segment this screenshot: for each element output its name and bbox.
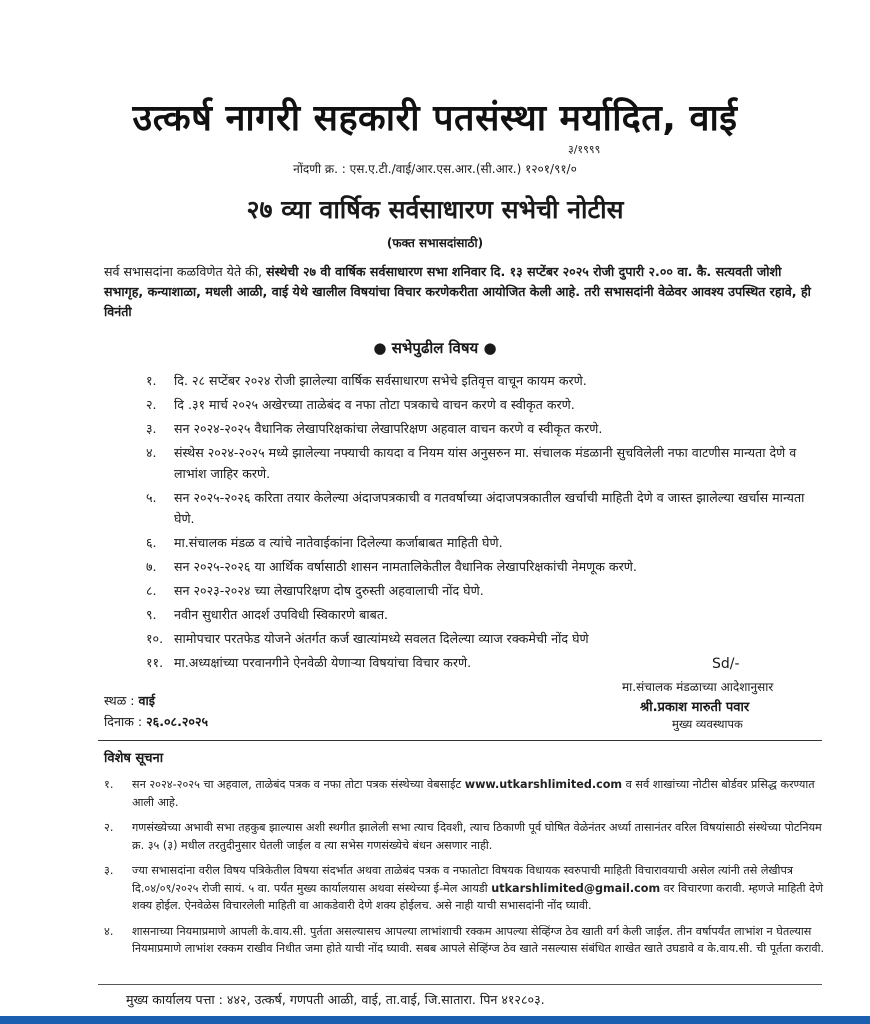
agenda-item-number: १०. [146,631,164,646]
agenda-item [146,532,826,553]
notice-title: २७ व्या वार्षिक सर्वसाधारण सभेची नोटीस [246,195,624,224]
agenda-list [146,370,826,676]
note-item [104,862,830,915]
note-text-part: शासनाच्या नियमाप्रमाणे आपली के.वाय.सी. पुर्तता असल्यासच आपल्या लाभांशाची रक्कम आपल्या सेव्हिंग्ज ठेव खाती वर्ग केली जाईल. तीन वर्षापर्यंत लाभांश न घेतल्यास नियमाप्रमाणे लाभांश रक्कम राखीव निधीत जमा होते याची नोंद घ्यावी. सबब आपले सेव्हिंग्ज ठेव खाते नसल्यास संबंधित शाखेत खाते उघडावे व के.वाय.सी. ची पूर्तता करावी. [132,924,825,955]
agenda-item [146,556,826,577]
website-link[interactable]: www.utkarshlimited.com [464,778,623,791]
agenda-item [146,628,826,649]
note-text-part: सन २०२४-२०२५ चा अहवाल, ताळेबंद पत्रक व नफा तोटा पत्रक संस्थेच्या वेबसाईट [132,778,465,791]
intro-paragraph [104,262,824,322]
agenda-item-number: ९. [146,607,157,622]
note-number: १. [104,778,114,791]
agenda-item [146,370,826,391]
note-text-part: वर विचारणा करावी. म्हणजे माहिती देणे शक्य होईल. ऐनवेळेस विचारलेली माहिती वा आकडेवारी देणे शक्य होईलच. असे नाही याची सभासदांनी नोंद घ्यावी. [132,881,824,912]
intro-text: सर्व सभासदांना कळविणेत येते की, [104,264,267,279]
agenda-item-text: सन २०२५-२०२६ या आर्थिक वर्षासाठी शासन नामतालिकेतील वैधानिक लेखापरिक्षकांची नेमणूक करणे. [174,559,637,574]
agenda-item [146,394,826,415]
footer-divider [98,984,822,985]
registration-number: नोंदणी क्र. : एस.ए.टी./वाई/आर.एस.आर.(सी.आर.) १२०१/९१/० [293,162,577,176]
note-text-part: गणसंख्येच्या अभावी सभा तहकुब झाल्यास अशी स्थगीत झालेली सभा त्याच दिवशी, त्याच ठिकाणी पूर्व घोषित वेळेनंतर अर्ध्या तासानंतर वरिल विषयांसाठी संस्थेच्या पोटनियम क्र. ३५ (३) मधील तरतुदीनुसार घेतली जाईल व त्या सभेस गणसंख्येचे बंधन असणार नाही. [132,821,822,852]
organization-title: उत्कर्ष नागरी सहकारी पतसंस्था मर्यादित, वाई [132,98,738,139]
agenda-item [146,580,826,601]
note-item [104,923,830,958]
date-value: २६.०८.२०२५ [146,714,209,729]
date-label: दिनाक : [104,714,147,729]
agenda-item [146,604,826,625]
agenda-item-text: नवीन सुधारीत आदर्श उपविधी स्विकारणे बाबत. [174,607,388,622]
agenda-item-number: २. [146,397,157,412]
note-item [104,776,830,811]
members-only-subtitle: (फक्त सभासदांसाठी) [386,236,484,250]
email-link[interactable]: utkarshlimited@gmail.com [491,881,661,895]
note-item [104,819,830,854]
agenda-item-number: ४. [146,445,157,460]
agenda-item-text: सामोपचार परतफेड योजने अंतर्गत कर्ज खात्यांमध्ये सवलत दिलेल्या व्याज रक्कमेची नोंद घेणे [174,631,589,646]
signature-sd: Sd/- [712,656,740,672]
signature-by-order: मा.संचालक मंडळाच्या आदेशानुसार [622,680,774,694]
note-number: ४. [104,924,114,938]
agenda-item-text: मा.संचालक मंडळ व त्यांचे नातेवाईकांना दिलेल्या कर्जाबाबत माहिती घेणे. [174,535,503,550]
note-text [132,923,830,958]
special-notes-heading: विशेष सूचना [104,751,164,766]
agenda-item [146,487,826,529]
note-number: २. [104,821,114,834]
agenda-item-number: ५. [146,490,157,505]
note-text-part: ज्या सभासदांना वरील विषय पत्रिकेतील विषया संदर्भात अथवा ताळेबंद पत्रक व नफातोटा विषयक विधायक स्वरुपाची माहिती विचारावयाची असेल त्यांनी तसे लेखीपत्र दि.०४/०९/२०२५ रोजी सायं. ५ वा. पर्यंत मुख्य कार्यालयास अथवा संस्थेच्या ई-मेल आयडी [132,864,793,895]
agenda-item-number: ६. [146,535,157,550]
place-label: स्थळ : [104,693,139,708]
agenda-item [146,442,826,484]
agenda-item-text: सन २०२३-२०२४ च्या लेखापरिक्षण दोष दुरुस्ती अहवालाची नोंद घेणे. [174,583,484,598]
agenda-item-number: ३. [146,421,157,436]
agenda-item-text: मा.अध्यक्षांच्या परवानगीने ऐनवेळी येणाऱ्या विषयांचा विचार करणे. [174,655,472,670]
agenda-heading: ● सभेपुढील विषय ● [373,339,497,357]
bottom-color-bar [0,1016,870,1024]
agenda-item-text: संस्थेस २०२४-२०२५ मध्ये झालेल्या नफ्याची कायदा व नियम यांस अनुसरुन मा. संचालक मंडळानी सुचविलेली नफा वाटणीस मान्यता देणे व लाभांश जाहिर करणे. [174,445,797,481]
date-line [104,713,208,730]
agenda-item-number: ७. [146,559,157,574]
head-office-address: मुख्य कार्यालय पत्ता : ४४२, उत्कर्ष, गणपती आळी, वाई, ता.वाई, जि.सातारा. पिन ४१२८०३. [126,992,545,1007]
note-text [132,819,830,854]
signatory-name: श्री.प्रकाश मारुती पवार [640,700,750,715]
note-text-part: व सर्व शाखांच्या नोटीस बोर्डवर प्रसिद्ध करण्यात आली आहे. [132,778,815,809]
special-notes-list [104,776,830,966]
divider [98,740,822,741]
note-number: ३. [104,864,114,877]
agenda-item-number: ८. [146,583,157,598]
agenda-item-text: दि. २८ सप्टेंबर २०२४ रोजी झालेल्या वार्षिक सर्वसाधारण सभेचे इतिवृत्त वाचून कायम करणे. [174,373,587,388]
agenda-item-number: १. [146,373,157,388]
agenda-item-number: ११. [146,655,164,670]
agenda-item-text: दि .३१ मार्च २०२५ अखेरच्या ताळेबंद व नफा तोटा पत्रकाचे वाचन करणे व स्वीकृत करणे. [174,397,575,412]
place-value: वाई [138,693,155,708]
signatory-role: मुख्य व्यवस्थापक [672,717,743,731]
intro-bold-text: संस्थेची २७ वी वार्षिक सर्वसाधारण सभा शनिवार दि. १३ सप्टेंबर २०२५ रोजी दुपारी २.०० वा. कै. सत्यवती जोशी सभागृह, कन्याशाळा, मधली आळी, वाई येथे खालील विषयांचा विचार करणेकरीता आयोजित केली आहे. तरी सभासदांनी वेळेवर आवश्य उपस्थित रहावे, ही विनंती [104,264,811,319]
agenda-item-text: सन २०२५-२०२६ करिता तयार केलेल्या अंदाजपत्रकाची व गतवर्षाच्या अंदाजपत्रकातील खर्चाची माहिती देणे व जास्त झालेल्या खर्चास मान्यता घेणे. [174,490,805,526]
registration-code-superscript: ३/१९९९ [568,143,601,156]
agenda-item-text: सन २०२४-२०२५ वैधानिक लेखापरिक्षकांचा लेखापरिक्षण अहवाल वाचन करणे व स्वीकृत करणे. [174,421,603,436]
note-text [132,862,830,915]
note-text [132,776,830,811]
place-line [104,692,155,709]
agenda-item [146,418,826,439]
